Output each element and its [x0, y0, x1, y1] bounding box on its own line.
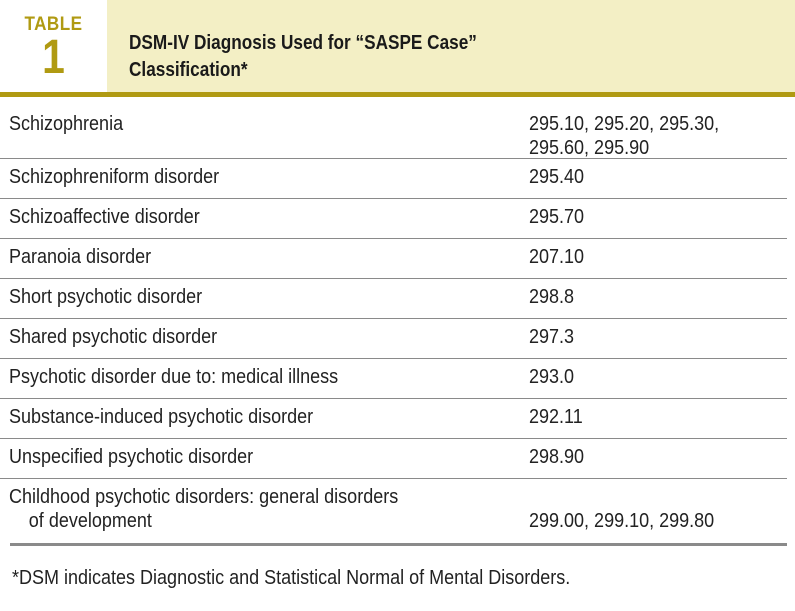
diagnosis-code: 298.90 — [529, 446, 585, 468]
table-row — [0, 359, 787, 399]
header-divider — [0, 92, 795, 97]
table-row — [0, 279, 787, 319]
diagnosis-name-line-1: Childhood psychotic disorders: general disorders — [9, 486, 399, 508]
diagnosis-code: 207.10 — [529, 246, 585, 268]
diagnosis-name: Shared psychotic disorder — [9, 326, 218, 348]
table-bottom-divider — [10, 543, 787, 546]
table-row — [0, 439, 787, 479]
diagnosis-name: Schizoaffective disorder — [9, 206, 200, 228]
table-badge-number: 1 — [42, 31, 65, 84]
table-footnote: *DSM indicates Diagnostic and Statistical Normal of Mental Disorders. — [12, 567, 571, 589]
diagnosis-code: 297.3 — [529, 326, 575, 348]
diagnosis-name: Schizophrenia — [9, 113, 124, 135]
table-title-line-2: Classification* — [129, 59, 248, 81]
diagnosis-name: Paranoia disorder — [9, 246, 152, 268]
diagnosis-code: 295.40 — [529, 166, 585, 188]
diagnosis-code: 298.8 — [529, 286, 575, 308]
table-row — [0, 159, 787, 199]
table-badge — [0, 0, 107, 92]
diagnosis-code-line-2: 295.60, 295.90 — [529, 137, 650, 159]
table-row — [0, 319, 787, 359]
diagnosis-code: 295.70 — [529, 206, 585, 228]
diagnosis-code-line-1: 295.10, 295.20, 295.30, — [529, 113, 720, 135]
table-row-schizophrenia — [0, 106, 787, 159]
diagnosis-codes — [529, 112, 719, 160]
diagnosis-name-line-2: of development — [28, 510, 152, 532]
table-header — [0, 0, 795, 97]
diagnosis-name — [9, 485, 398, 533]
diagnosis-code: 299.00, 299.10, 299.80 — [529, 510, 715, 532]
table-row — [0, 399, 787, 439]
diagnosis-name: Psychotic disorder due to: medical illness — [9, 366, 339, 388]
diagnosis-name: Unspecified psychotic disorder — [9, 446, 254, 468]
diagnosis-name: Schizophreniform disorder — [9, 166, 220, 188]
table-title-line-1: DSM-IV Diagnosis Used for “SASPE Case” — [129, 32, 477, 54]
table-row-childhood — [0, 479, 787, 539]
diagnosis-name: Substance-induced psychotic disorder — [9, 406, 314, 428]
diagnosis-code: 292.11 — [529, 406, 583, 428]
table-badge-label: TABLE — [24, 14, 83, 35]
diagnosis-code: 293.0 — [529, 366, 575, 388]
diagnosis-table — [0, 106, 787, 539]
table-row — [0, 239, 787, 279]
table-title-panel — [107, 0, 795, 92]
diagnosis-name: Short psychotic disorder — [9, 286, 203, 308]
table-title — [129, 30, 542, 84]
table-row — [0, 199, 787, 239]
